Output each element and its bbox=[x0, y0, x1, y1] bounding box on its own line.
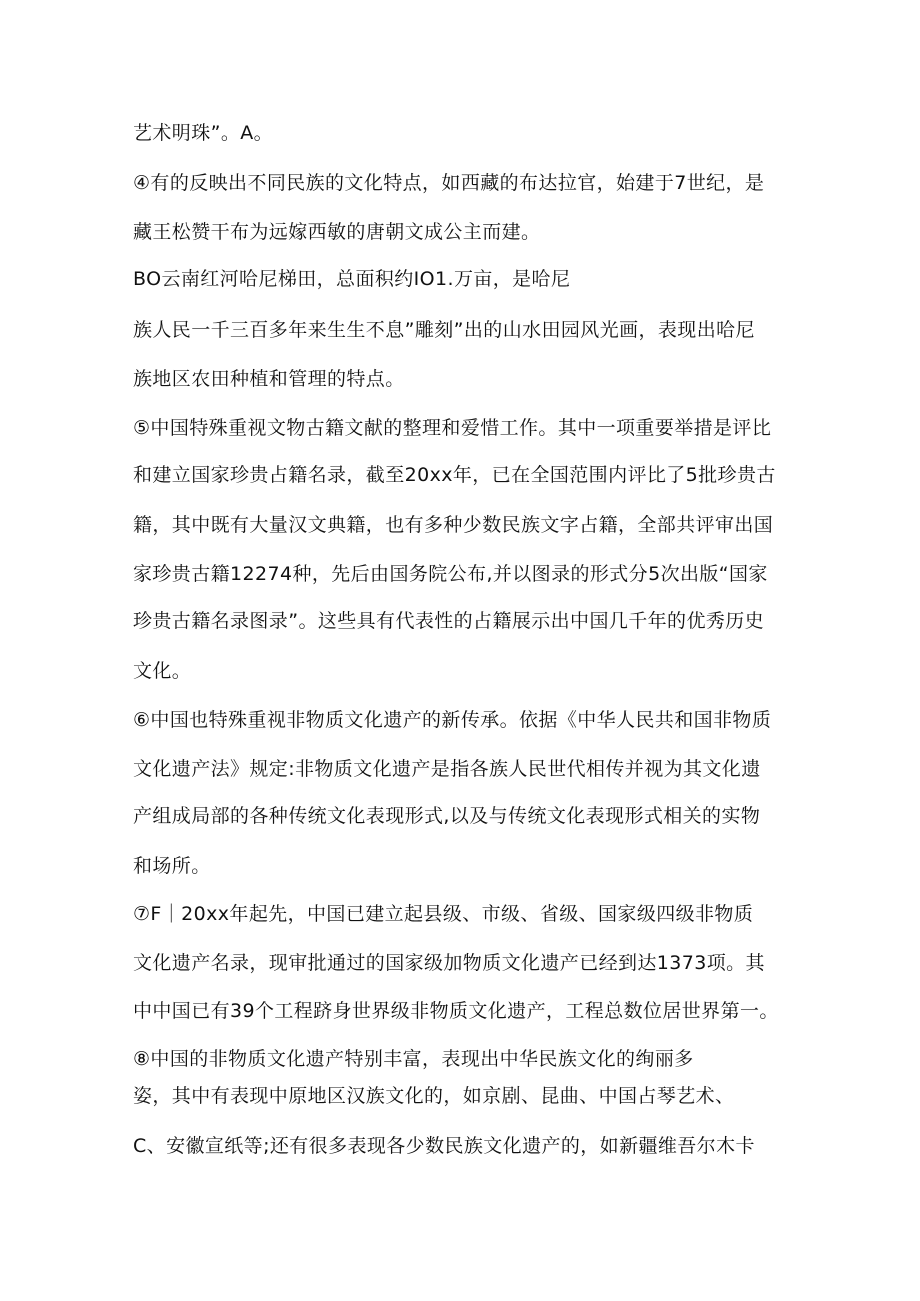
text-line: 文化。 bbox=[133, 660, 192, 682]
text-line: 家珍贵古籍12274种，先后由国务院公布,并以图录的形式分5次出版“国家 bbox=[133, 563, 768, 585]
text-line: 姿，其中有表现中原地区汉族文化的，如京剧、昆曲、中国占琴艺术、 bbox=[133, 1085, 735, 1107]
text-line: ⑧中国的非物质文化遗产特别丰富，表现出中华民族文化的绚丽多 bbox=[133, 1048, 694, 1070]
text-line: 藏王松赞干布为远嫁西敏的唐朝文成公主而建。 bbox=[133, 221, 541, 243]
text-line: C、安徽宣纸等;还有很多表现各少数民族文化遗产的，如新疆维吾尔木卡 bbox=[133, 1135, 755, 1157]
text-line: ⑤中国特殊重视文物古籍文献的整理和爱惜工作。其中一项重要举措是评比 bbox=[133, 417, 772, 439]
text-line: 和场所。 bbox=[133, 855, 211, 877]
text-line: 产组成局部的各种传统文化表现形式,以及与传统文化表现形式相关的实物 bbox=[133, 805, 761, 827]
text-line: 文化遗产名录，现审批通过的国家级加物质文化遗产已经到达1373项。其 bbox=[133, 952, 765, 974]
text-line: ⑥中国也特殊重视非物质文化遗产的新传承。依据《中华人民共和国非物质 bbox=[133, 709, 772, 731]
text-line: BO云南红河哈尼梯田，总面积约IO1.万亩，是哈尼 bbox=[133, 268, 571, 290]
text-line: 籍，其中既有大量汉文典籍，也有多种少数民族文字占籍，全部共评审出国 bbox=[133, 514, 774, 536]
text-line: 族地区农田种植和管理的特点。 bbox=[133, 368, 405, 390]
text-line: 族人民一千三百多年来生生不息”雕刻”出的山水田园风光画，表现出哈尼 bbox=[133, 319, 755, 341]
text-line: ④有的反映出不同民族的文化特点，如西藏的布达拉官，始建于7世纪，是 bbox=[133, 172, 765, 194]
text-line: 珍贵古籍名录图录”。这些具有代表性的占籍展示出中国几千年的优秀历史 bbox=[133, 610, 765, 632]
text-line: 中中国已有39个工程跻身世界级非物质文化遗产，工程总数位居世界第一。 bbox=[133, 1000, 779, 1022]
text-line: 和建立国家珍贵占籍名录，截至20xx年，已在全国范围内评比了5批珍贵古 bbox=[133, 464, 776, 486]
text-line: ⑦F｜20xx年起先，中国已建立起县级、市级、省级、国家级四级非物质 bbox=[133, 903, 754, 925]
text-line: 艺术明珠”。A。 bbox=[133, 122, 274, 144]
text-line: 文化遗产法》规定:非物质文化遗产是指各族人民世代相传并视为其文化遗 bbox=[133, 758, 761, 780]
